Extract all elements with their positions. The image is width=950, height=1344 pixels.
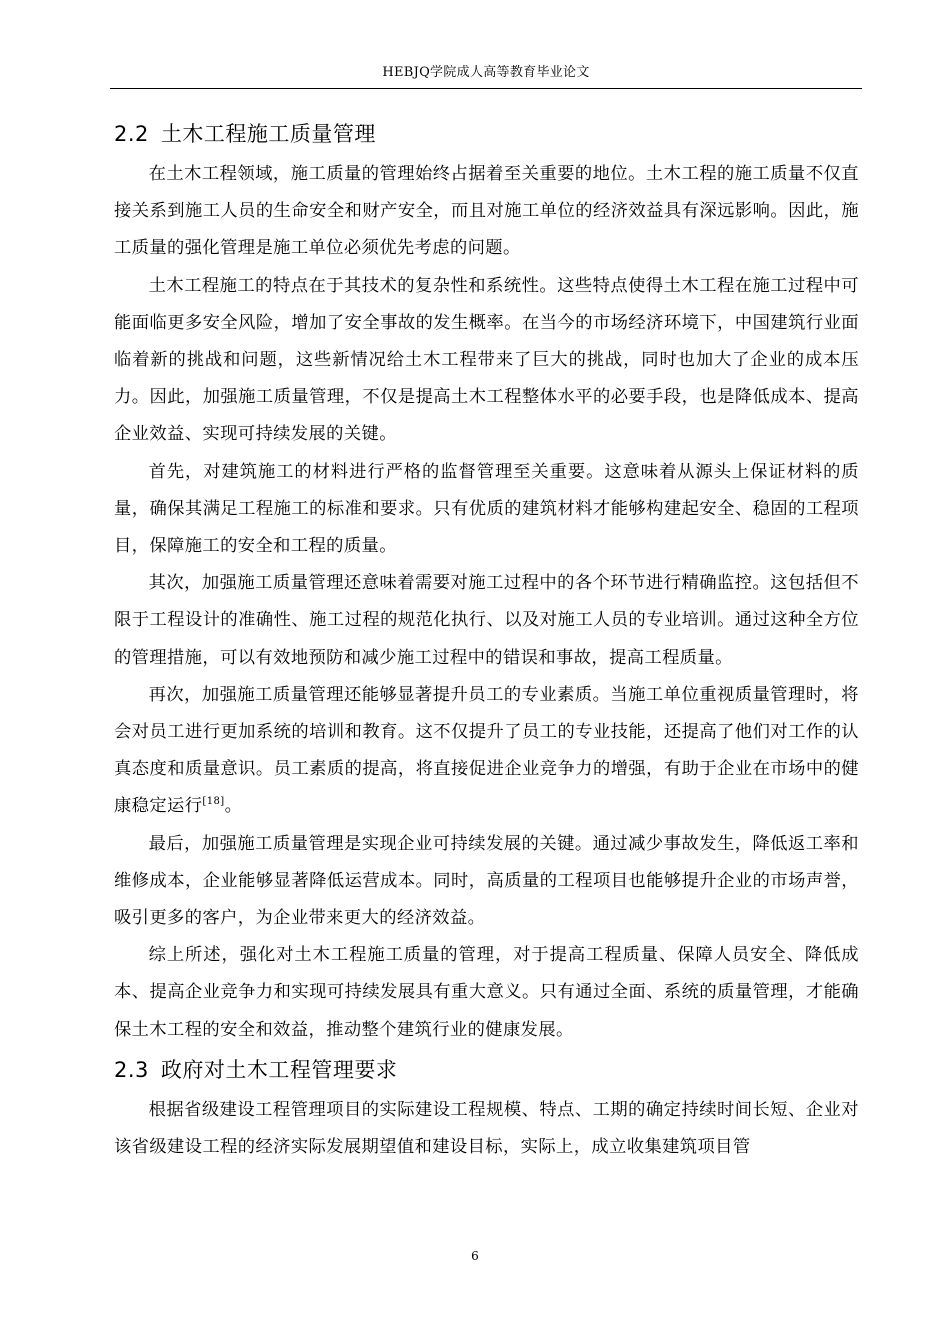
section-heading-2-2 [114, 116, 859, 152]
paragraph: 根据省级建设工程管理项目的实际建设工程规模、特点、工期的确定持续时间长短、企业对该省级建设工程的经济实际发展期望值和建设目标，实际上，成立收集建筑项目管 [114, 1099, 859, 1158]
body-content [114, 116, 859, 1166]
section-number: 2.2 [114, 122, 149, 146]
paragraph: 其次，加强施工质量管理还意味着需要对施工过程中的各个环节进行精确监控。这包括但不限于工程设计的准确性、施工过程的规范化执行、以及对施工人员的专业培训。通过这种全方位的管理措施，可以有效地预防和减少施工过程中的错误和事故，提高工程质量。 [114, 573, 859, 668]
paragraph-with-citation [114, 677, 859, 826]
section-title: 土木工程施工质量管理 [160, 122, 376, 146]
header-divider [110, 88, 862, 89]
page-number: 6 [471, 1249, 479, 1263]
paragraph: 土木工程施工的特点在于其技术的复杂性和系统性。这些特点使得土木工程在施工过程中可能面临更多安全风险，增加了安全事故的发生概率。在当今的市场经济环境下，中国建筑行业面临着新的挑战和问题，这些新情况给土木工程带来了巨大的挑战，同时也加大了企业的成本压力。因此，加强施工质量管理，不仅是提高土木工程整体水平的必要手段，也是降低成本、提高企业效益、实现可持续发展的关键。 [114, 275, 859, 445]
running-header: HEBJQ学院成人高等教育毕业论文 [382, 65, 590, 80]
paragraph-end-punct: 。 [224, 796, 243, 817]
paragraph: 最后，加强施工质量管理是实现企业可持续发展的关键。通过减少事故发生，降低返工率和维修成本，企业能够显著降低运营成本。同时，高质量的工程项目也能够提升企业的市场声誉，吸引更多的客户，为企业带来更大的经济效益。 [114, 833, 859, 929]
section-number: 2.3 [114, 1057, 149, 1082]
section-title: 政府对土木工程管理要求 [160, 1057, 398, 1082]
citation-reference[interactable]: [18] [202, 796, 225, 808]
paragraph: 在土木工程领域，施工质量的管理始终占据着至关重要的地位。土木工程的施工质量不仅直接关系到施工人员的生命安全和财产安全，而且对施工单位的经济效益具有深远影响。因此，施工质量的强化管理是施工单位必须优先考虑的问题。 [114, 164, 859, 259]
paragraph: 综上所述，强化对土木工程施工质量的管理，对于提高工程质量、保障人员安全、降低成本、提高企业竞争力和实现可持续发展具有重大意义。只有通过全面、系统的质量管理，才能确保土木工程的安全和效益，推动整个建筑行业的健康发展。 [114, 945, 859, 1040]
paragraph: 首先，对建筑施工的材料进行严格的监督管理至关重要。这意味着从源头上保证材料的质量，确保其满足工程施工的标准和要求。只有优质的建筑材料才能够构建起安全、稳固的工程项目，保障施工的安全和工程的质量。 [114, 461, 859, 557]
section-heading-2-3 [114, 1052, 859, 1088]
paragraph-text: 再次，加强施工质量管理还能够显著提升员工的专业素质。当施工单位重视质量管理时，将会对员工进行更加系统的培训和教育。这不仅提升了员工的专业技能，还提高了他们对工作的认真态度和质量意识。员工素质的提高，将直接促进企业竞争力的增强，有助于企业在市场中的健康稳定运行 [114, 684, 859, 817]
